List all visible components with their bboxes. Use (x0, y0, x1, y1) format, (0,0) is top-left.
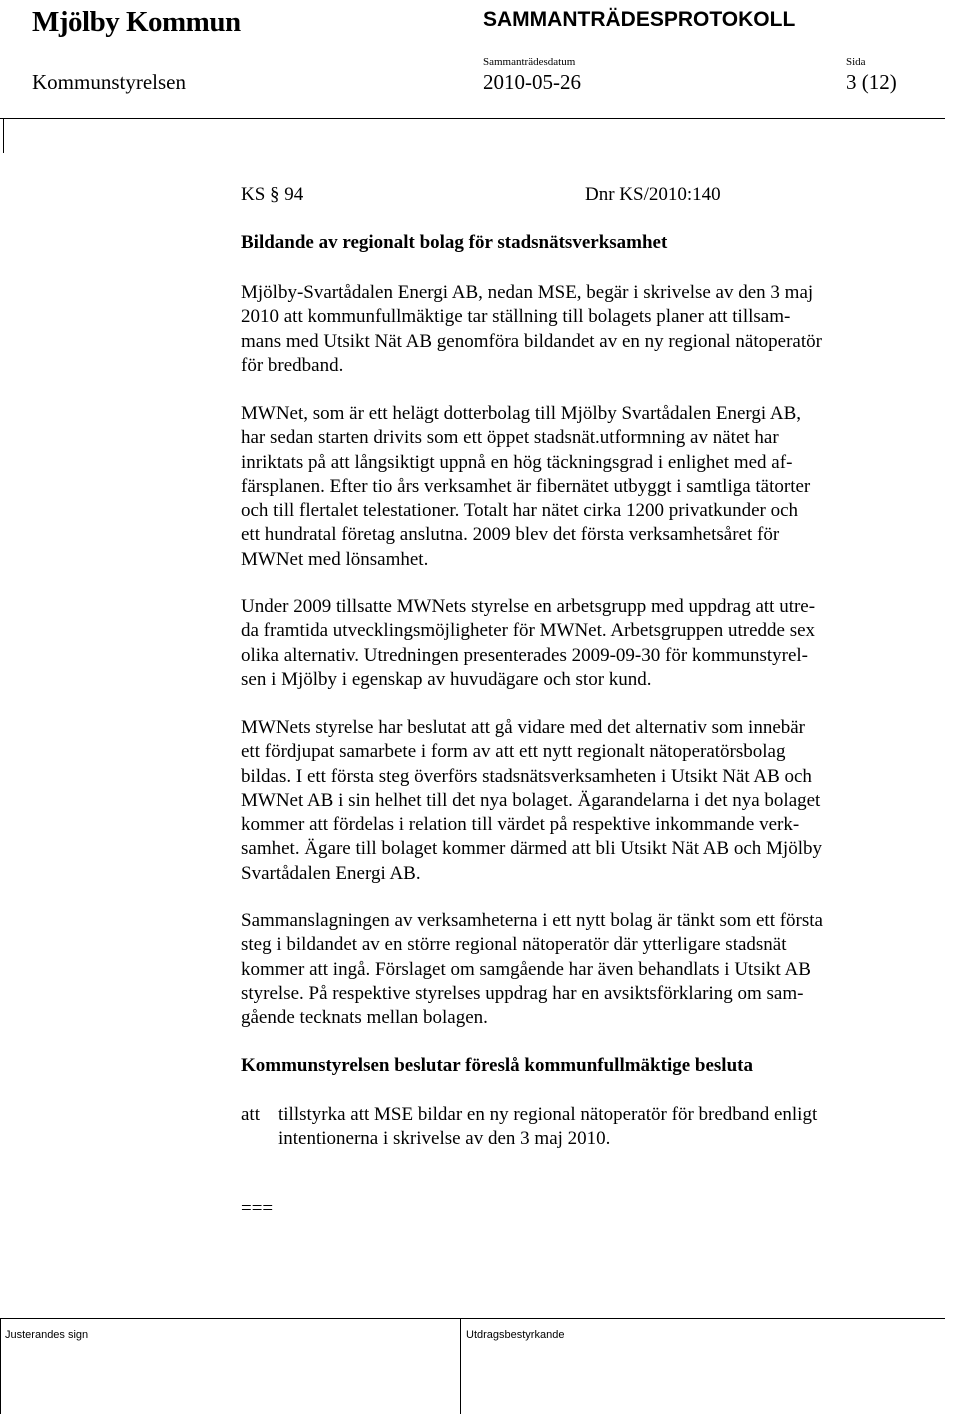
paragraph-line: gående tecknats mellan bolagen. (241, 1007, 488, 1029)
paragraph-1 (241, 281, 901, 378)
footer-middle-line (460, 1318, 461, 1414)
paragraph-line: styrelse. På respektive styrelses uppdrag har en avsiktsförklaring om sam- (241, 982, 804, 1004)
paragraph-line: bildas. I ett första steg överförs stadsnätsverksamheten i Utsikt Nät AB och (241, 765, 812, 787)
paragraph-line: kommer att ingå. Förslaget om samgående har även behandlats i Utsikt AB (241, 958, 811, 980)
paragraph-line: Sammanslagningen av verksamheterna i ett nytt bolag är tänkt som ett första (241, 910, 823, 931)
paragraph-line: 2010 att kommunfullmäktige tar ställning till bolagets planer att tillsam- (241, 306, 791, 328)
paragraph-line: Svartådalen Energi AB. (241, 862, 421, 884)
footer-divider (0, 1318, 945, 1319)
decision-line: tillstyrka att MSE bildar en ny regional nätoperatör för bredband enligt (278, 1104, 818, 1125)
end-marker: === (241, 1198, 274, 1219)
organization-name: Mjölby Kommun (32, 6, 241, 38)
paragraph-line: och till flertalet telestationer. Totalt har nätet cirka 1200 privatkunder och (241, 500, 799, 522)
decision-text (278, 1103, 817, 1152)
paragraph-line: MWNet med lönsamhet. (241, 548, 429, 570)
page-label: Sida (846, 56, 866, 68)
paragraph-line: steg i bildandet av en större regional nätoperatör där ytterligare stadsnät (241, 934, 787, 956)
footer-left-line (0, 1318, 1, 1414)
extract-certification-label: Utdragsbestyrkande (466, 1329, 565, 1341)
document-type: SAMMANTRÄDESPROTOKOLL (483, 8, 796, 31)
paragraph-line: MWNet, som är ett helägt dotterbolag till Mjölby Svartådalen Energi AB, (241, 403, 802, 424)
paragraph-line: sen i Mjölby i egenskap av huvudägare och stor kund. (241, 668, 652, 690)
paragraph-line: MWNet AB i sin helhet till det nya bolaget. Ägarandelarna i det nya bolaget (241, 789, 821, 811)
paragraph-line: da framtida utvecklingsmöjligheter för MWNet. Arbetsgruppen utredde sex (241, 620, 816, 642)
paragraph-line: MWNets styrelse har beslutat att gå vidare med det alternativ som innebär (241, 717, 806, 738)
paragraph-line: kommer att fördelas i relation till värdet på respektive inkommande verk- (241, 814, 800, 836)
paragraph-line: olika alternativ. Utredningen presenterades 2009-09-30 för kommunstyrel- (241, 644, 809, 666)
diary-number: Dnr KS/2010:140 (585, 184, 721, 205)
paragraph-3 (241, 595, 901, 692)
meeting-date-label: Sammanträdesdatum (483, 56, 576, 68)
paragraph-4 (241, 716, 901, 886)
paragraph-line: ett fördjupat samarbete i form av att ett nytt regionalt nätoperatörsbolag (241, 741, 786, 763)
paragraph-line: mans med Utsikt Nät AB genomföra bildandet av en ny regional nätoperatör (241, 330, 822, 352)
decision-line: intentionerna i skrivelse av den 3 maj 2010. (278, 1128, 611, 1150)
paragraph-line: inriktats på att långsiktigt uppnå en hög täckningsgrad i enlighet med af- (241, 451, 793, 473)
paragraph-line: ett hundratal företag anslutna. 2009 blev det första verksamhetsåret för (241, 524, 780, 546)
meeting-date: 2010-05-26 (483, 70, 581, 94)
header-margin-line (3, 119, 4, 153)
paragraph-2 (241, 402, 901, 572)
decision-prefix: att (241, 1104, 260, 1125)
page-number: 3 (12) (846, 70, 897, 94)
paragraph-line: Under 2009 tillsatte MWNets styrelse en arbetsgrupp med uppdrag att utre- (241, 596, 816, 617)
paragraph-line: har sedan starten drivits som ett öppet stadsnät.utformning av nätet har (241, 427, 779, 449)
paragraph-line: Mjölby-Svartådalen Energi AB, nedan MSE, begär i skrivelse av den 3 maj (241, 282, 814, 303)
paragraph-line: för bredband. (241, 354, 344, 376)
paragraph-line: samhet. Ägare till bolaget kommer därmed att bli Utsikt Nät AB och Mjölby (241, 838, 822, 860)
paragraph-5 (241, 909, 901, 1030)
signature-field-label: Justerandes sign (5, 1329, 89, 1341)
case-number: KS § 94 (241, 184, 304, 205)
committee-name: Kommunstyrelsen (32, 70, 186, 94)
case-title: Bildande av regionalt bolag för stadsnätsverksamhet (241, 232, 668, 253)
decision-heading: Kommunstyrelsen beslutar föreslå kommunfullmäktige besluta (241, 1055, 753, 1076)
paragraph-line: färsplanen. Efter tio års verksamhet är fibernätet utbyggt i samtliga tätorter (241, 475, 811, 497)
header-divider (0, 118, 945, 119)
